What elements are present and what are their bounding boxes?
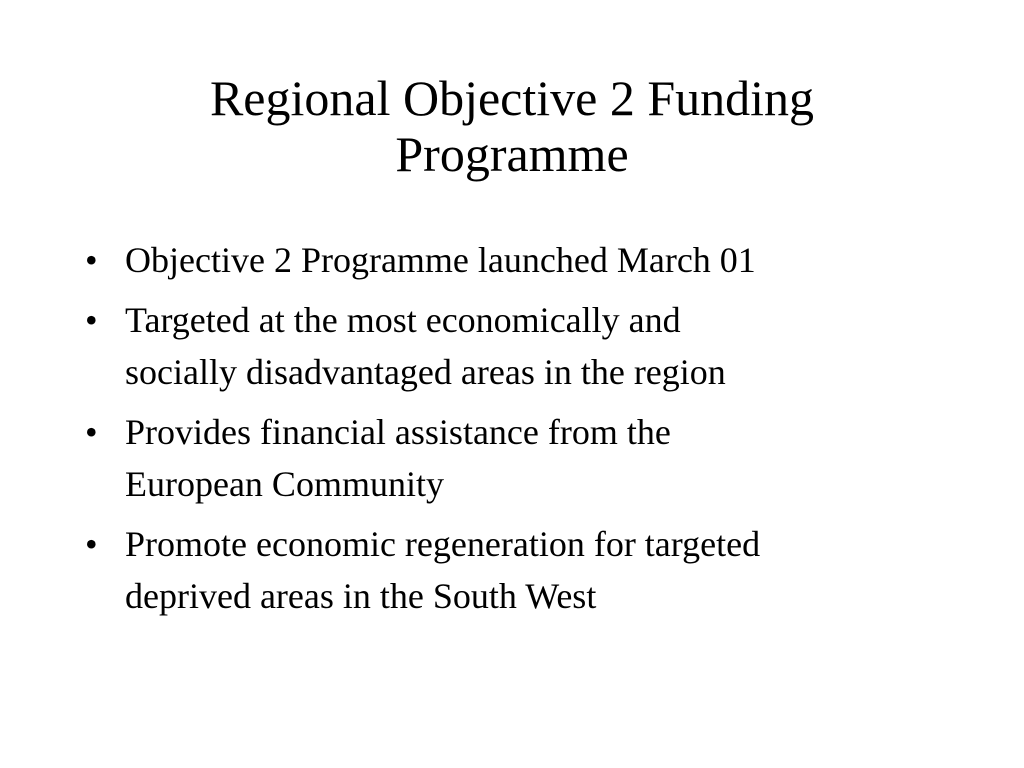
bullet-text-line-2: European Community	[125, 464, 444, 504]
bullet-text-line-2: deprived areas in the South West	[125, 576, 597, 616]
slide-title	[60, 70, 964, 182]
bullet-icon: •	[85, 412, 98, 452]
bullet-text-line-1: Targeted at the most economically and	[125, 300, 681, 340]
title-line-2: Programme	[395, 126, 629, 182]
bullet-item-financial-assistance	[85, 406, 965, 510]
bullet-icon: •	[85, 524, 98, 564]
bullet-text-line-2: socially disadvantaged areas in the region	[125, 352, 726, 392]
bullet-icon: •	[85, 300, 98, 340]
bullet-list	[85, 234, 965, 630]
bullet-item-regeneration	[85, 518, 965, 622]
bullet-item-launch	[85, 234, 965, 286]
bullet-item-targeting	[85, 294, 965, 398]
bullet-text-line-1: Provides financial assistance from the	[125, 412, 671, 452]
bullet-icon: •	[85, 240, 98, 280]
bullet-text-line-1: Promote economic regeneration for targeted	[125, 524, 761, 564]
bullet-text: Objective 2 Programme launched March 01	[125, 240, 756, 280]
title-line-1: Regional Objective 2 Funding	[209, 70, 815, 126]
